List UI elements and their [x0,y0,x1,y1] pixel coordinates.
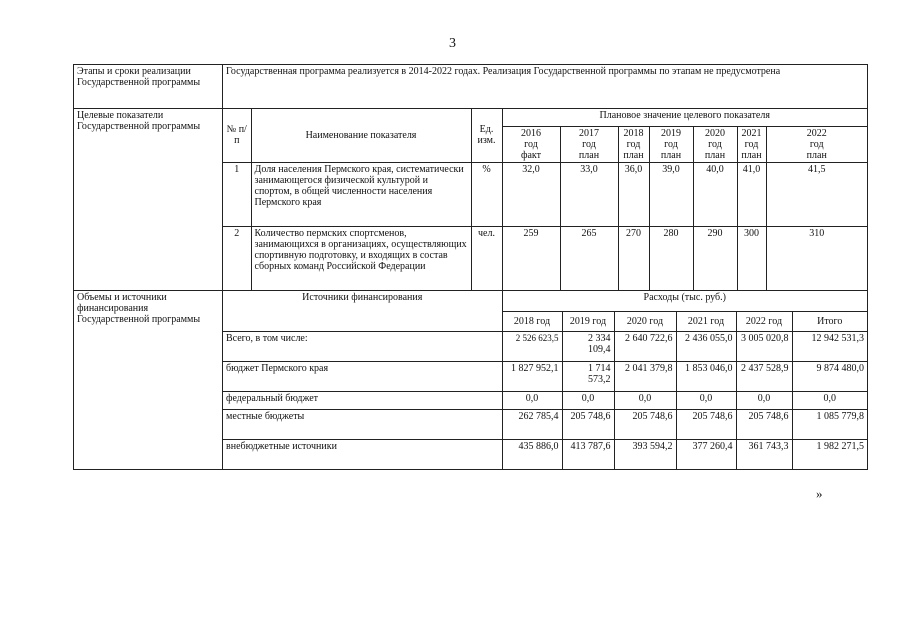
table-row [223,331,867,361]
amount-cell: 0,0 [736,391,792,409]
row-num: 1 [223,162,251,226]
amount-cell: 435 886,0 [502,439,562,469]
value-cell: 39,0 [649,162,693,226]
amount-cell: 0,0 [614,391,676,409]
passport-table [73,64,868,470]
header-sources: Источники финансирования [223,291,502,331]
financing-row [74,291,868,470]
amount-cell: 205 748,6 [614,409,676,439]
indicators-label: Целевые показатели Государственной программы [74,109,223,291]
amount-cell: 393 594,2 [614,439,676,469]
value-cell: 300 [737,226,766,290]
financing-label: Объемы и источники финансирования Государственной программы [74,291,223,470]
amount-cell: 0,0 [562,391,614,409]
amount-cell: 1 085 779,8 [792,409,867,439]
year-head-2018: 2018 год план [618,126,649,162]
source-name: бюджет Пермского края [223,361,502,391]
source-name: Всего, в том числе: [223,331,502,361]
amount-cell: 3 005 020,8 [736,331,792,361]
value-cell: 33,0 [560,162,618,226]
value-cell: 259 [502,226,560,290]
amount-cell: 1 714 573,2 [562,361,614,391]
year-head-2022: 2022 год план [766,126,867,162]
header-name: Наименование показателя [251,109,471,162]
value-cell: 310 [809,227,825,239]
indicator-name: Количество пермских спортсменов, занимающихся в организациях, осуществляющих спортивную подготовку, и входящих в состав сборных команд Российской Федерации [251,226,471,290]
amount-cell: 205 748,6 [562,409,614,439]
year-head: 2021 год [676,311,736,331]
amount-cell: 9 874 480,0 [792,361,867,391]
year-head-2017: 2017 год план [560,126,618,162]
indicator-unit: чел. [471,226,502,290]
stages-row [74,65,868,109]
indicators-row [74,109,868,291]
year-head-2016: 2016 год факт [502,126,560,162]
year-head: 2018 год [502,311,562,331]
amount-cell: 205 748,6 [676,409,736,439]
value-cell: 32,0 [502,162,560,226]
source-name: местные бюджеты [223,409,502,439]
source-name: внебюджетные источники [223,439,502,469]
table-row [223,361,867,391]
table-row [223,439,867,469]
year-head: 2019 год [562,311,614,331]
table-row [223,409,867,439]
year-head-2019: 2019 год план [649,126,693,162]
row-num: 2 [223,226,251,290]
source-name: федеральный бюджет [223,391,502,409]
stages-label: Этапы и сроки реализации Государственной программы [74,65,223,109]
value-cell: 280 [649,226,693,290]
year-head-2020: 2020 год план [693,126,737,162]
amount-cell: 2 640 722,6 [614,331,676,361]
value-cell: 41,0 [737,162,766,226]
amount-cell: 0,0 [502,391,562,409]
page-number: 3 [449,36,456,51]
financing-table [223,291,867,469]
amount-cell: 1 827 952,1 [502,361,562,391]
value-cell: 41,5 [766,162,867,226]
header-expenses: Расходы (тыс. руб.) [502,291,867,311]
amount-cell: 2 526 623,5 [502,331,562,361]
amount-cell: 2 437 528,9 [736,361,792,391]
amount-cell: 262 785,4 [502,409,562,439]
year-head: 2020 год [614,311,676,331]
closing-quote: » [816,486,823,501]
amount-cell: 2 334 109,4 [562,331,614,361]
year-head: 2022 год [736,311,792,331]
year-head-2021: 2021 год план [737,126,766,162]
amount-cell: 1 853 046,0 [676,361,736,391]
indicator-unit: % [471,162,502,226]
table-row [223,391,867,409]
amount-cell: 205 748,6 [736,409,792,439]
value-cell: 270 [618,226,649,290]
value-cell: 290 [693,226,737,290]
amount-cell: 0,0 [676,391,736,409]
amount-cell: 413 787,6 [562,439,614,469]
header-unit: Ед. изм. [471,109,502,162]
amount-cell: 0,0 [792,391,867,409]
amount-cell: 2 041 379,8 [614,361,676,391]
amount-cell: 361 743,3 [736,439,792,469]
year-head: Итого [792,311,867,331]
indicator-name: Доля населения Пермского края, систематически занимающегося физической культурой и спортом, в общей численности населения Пермского края [251,162,471,226]
amount-cell: 12 942 531,3 [792,331,867,361]
amount-cell: 2 436 055,0 [676,331,736,361]
table-row [223,162,867,226]
header-plan: Плановое значение целевого показателя [502,109,867,126]
amount-cell: 377 260,4 [676,439,736,469]
value-cell: 36,0 [618,162,649,226]
amount-cell: 1 982 271,5 [816,440,864,452]
value-cell: 40,0 [693,162,737,226]
indicators-table [223,109,867,290]
stages-text: Государственная программа реализуется в 2014-2022 годах. Реализация Государственной программы по этапам не предусмотрена [223,65,868,109]
table-row [223,226,867,290]
header-num: № п/п [223,109,251,162]
value-cell: 265 [560,226,618,290]
